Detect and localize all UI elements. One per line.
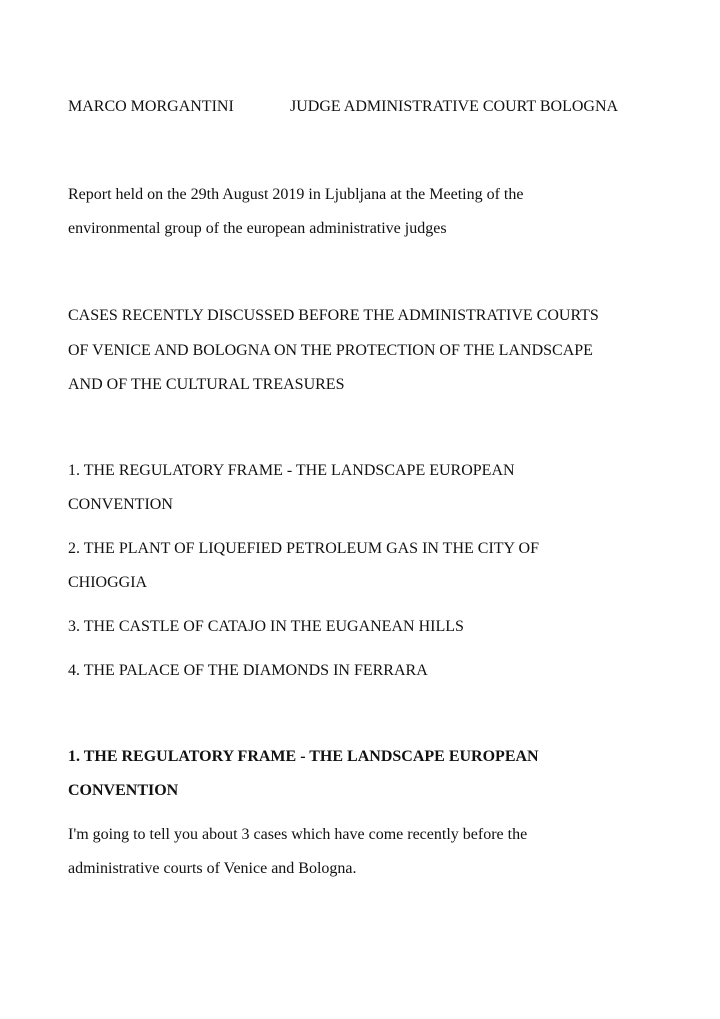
toc-item-4: 4. THE PALACE OF THE DIAMONDS IN FERRARA: [68, 662, 428, 679]
toc-item-3: 3. THE CASTLE OF CATAJO IN THE EUGANEAN HILLS: [68, 618, 464, 635]
section-1-heading-line-1: 1. THE REGULATORY FRAME - THE LANDSCAPE EUROPEAN: [68, 748, 539, 765]
author-title: JUDGE ADMINISTRATIVE COURT BOLOGNA: [290, 98, 619, 115]
toc-item-1-line-2: CONVENTION: [68, 496, 173, 513]
toc-item-2-line-2: CHIOGGIA: [68, 574, 148, 591]
section-1-heading-line-2: CONVENTION: [68, 782, 179, 799]
toc-item-2-line-1: 2. THE PLANT OF LIQUEFIED PETROLEUM GAS IN THE CITY OF: [68, 540, 539, 557]
intro-line-1: Report held on the 29th August 2019 in Ljubljana at the Meeting of the: [68, 186, 524, 203]
report-title-line-3: AND OF THE CULTURAL TREASURES: [68, 376, 345, 393]
toc-item-1-line-1: 1. THE REGULATORY FRAME - THE LANDSCAPE EUROPEAN: [68, 462, 515, 479]
report-title-line-2: OF VENICE AND BOLOGNA ON THE PROTECTION OF THE LANDSCAPE: [68, 342, 593, 359]
section-1-body-line-2: administrative courts of Venice and Bologna.: [68, 860, 357, 877]
report-title-line-1: CASES RECENTLY DISCUSSED BEFORE THE ADMINISTRATIVE COURTS: [68, 307, 599, 324]
section-1-body-line-1: I'm going to tell you about 3 cases which have come recently before the: [68, 826, 528, 843]
intro-line-2: environmental group of the european administrative judges: [68, 220, 447, 237]
author-name: MARCO MORGANTINI: [68, 98, 234, 115]
